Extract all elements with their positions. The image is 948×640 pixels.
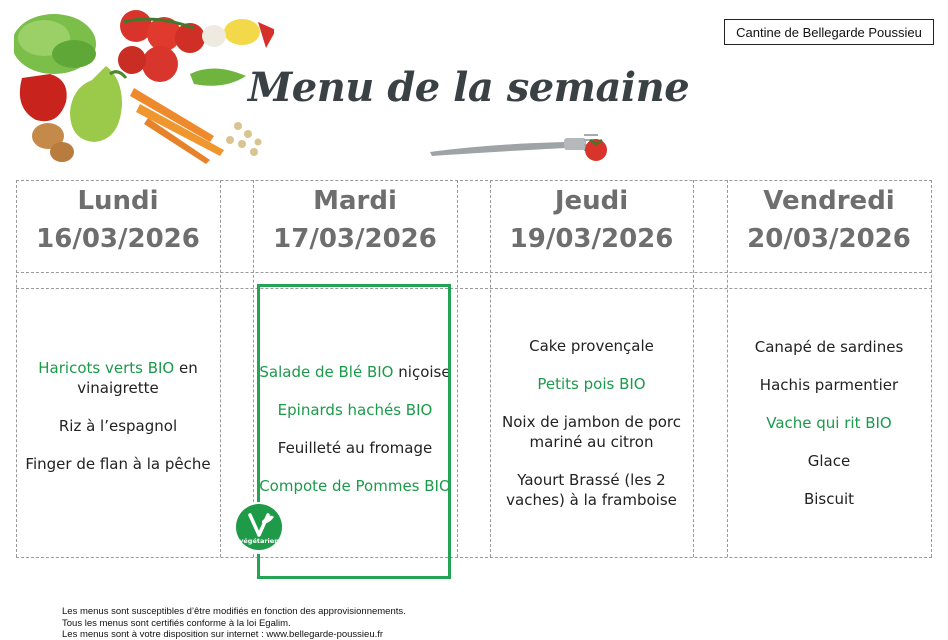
vegetarian-day-highlight xyxy=(257,284,451,579)
day-header-jeudi xyxy=(490,180,693,272)
dish xyxy=(766,413,892,433)
footer-line: Tous les menus sont certifiés conforme à la loi Egalim. xyxy=(62,617,291,629)
day-header-vendredi xyxy=(727,180,931,272)
day-name: Jeudi xyxy=(554,186,629,216)
dish xyxy=(537,374,645,394)
dish xyxy=(498,470,685,510)
fork-icon xyxy=(428,128,610,164)
dish-bio-part: Epinards hachés BIO xyxy=(277,401,433,419)
dish-bio-part: Haricots verts BIO xyxy=(38,358,175,377)
grid-line xyxy=(16,288,932,289)
dish-part: Glace xyxy=(807,452,851,470)
footer-line: Les menus sont susceptibles d’être modifiés en fonction des approvisionnements. xyxy=(62,606,406,617)
page-title: Menu de la semaine xyxy=(248,64,690,111)
dish-part: Noix de jambon de porc mariné au citron xyxy=(502,413,681,451)
dish-part: Biscuit xyxy=(803,490,855,508)
grid-line xyxy=(16,272,932,273)
day-name: Vendredi xyxy=(763,186,895,216)
day-header-lundi xyxy=(16,180,220,272)
dish xyxy=(529,336,654,356)
dish xyxy=(760,375,898,395)
dish-bio-part: Vache qui rit BIO xyxy=(766,414,892,432)
badge-label: végétarien xyxy=(239,537,279,545)
day-date: 19/03/2026 xyxy=(509,224,674,254)
grid-line xyxy=(457,180,458,557)
dish-part: Yaourt Brassé (les 2 vaches) à la framboise xyxy=(506,471,677,509)
grid-line xyxy=(220,180,221,557)
day-header-mardi xyxy=(253,180,457,272)
dish xyxy=(59,416,177,436)
dish-bio-part: Petits pois BIO xyxy=(537,375,646,393)
day-date: 17/03/2026 xyxy=(273,224,437,254)
footer-notes xyxy=(62,606,406,640)
dish-part: Cake provençale xyxy=(529,337,654,355)
grid-line xyxy=(931,180,932,557)
dish-part: Feuilleté au fromage xyxy=(277,439,433,457)
dish xyxy=(24,358,212,398)
menu-column-lundi xyxy=(16,290,220,556)
grid-line xyxy=(16,557,932,558)
menu-column-jeudi xyxy=(490,290,693,556)
day-date: 20/03/2026 xyxy=(747,224,911,254)
grid-line xyxy=(693,180,694,557)
dish xyxy=(804,489,854,509)
dish xyxy=(808,451,850,471)
dish-bio-part: Salade de Blé BIO xyxy=(259,363,394,381)
footer-line: Les menus sont à votre disposition sur internet : www.bellegarde-poussieu.fr xyxy=(62,629,384,640)
dish xyxy=(25,454,210,474)
vegetables-illustration xyxy=(14,8,274,168)
dish xyxy=(755,337,904,357)
vegetarian-badge-icon xyxy=(232,501,286,555)
dish-part: Hachis parmentier xyxy=(759,376,899,394)
day-name: Lundi xyxy=(77,186,159,216)
cantine-name-box: Cantine de Bellegarde Poussieu xyxy=(724,19,934,45)
day-date: 16/03/2026 xyxy=(36,224,200,254)
menu-column-vendredi xyxy=(727,290,931,556)
dish-bio-part: Compote de Pommes BIO xyxy=(259,477,451,495)
dish-part: Canapé de sardines xyxy=(754,338,904,356)
day-name: Mardi xyxy=(313,186,397,216)
dish-part: niçoise xyxy=(393,363,451,381)
dish-part: Finger de flan à la pêche xyxy=(25,454,211,473)
dish xyxy=(498,412,685,452)
dish-part: en vinaigrette xyxy=(77,358,198,397)
dish-part: Riz à l’espagnol xyxy=(58,416,178,435)
